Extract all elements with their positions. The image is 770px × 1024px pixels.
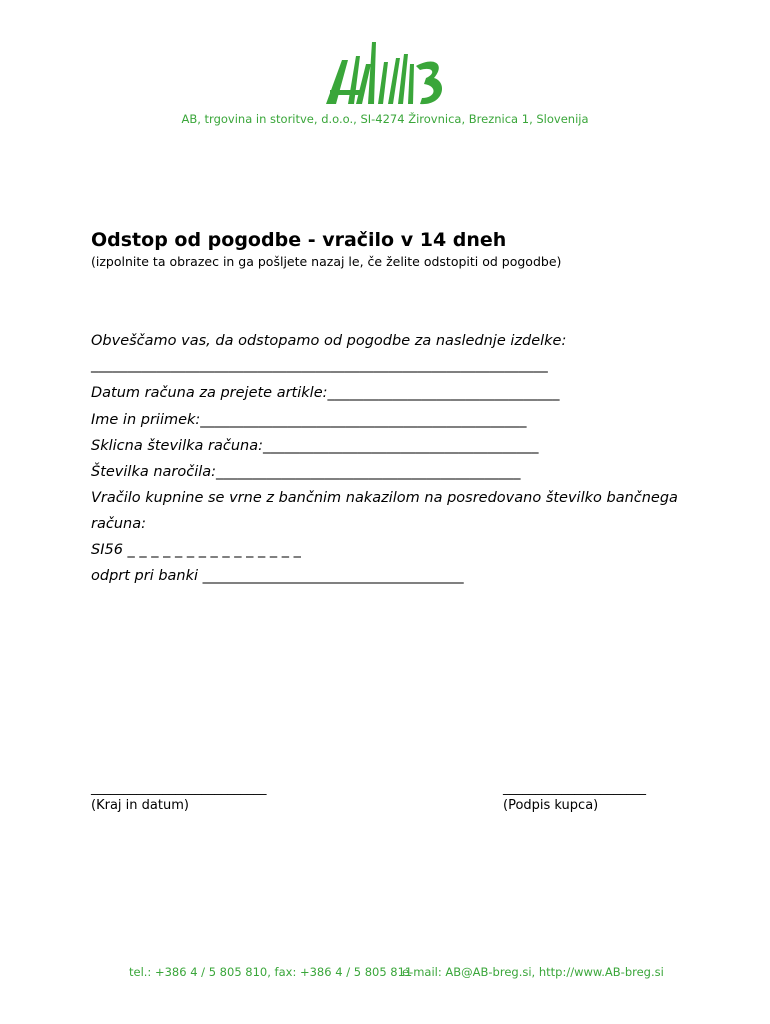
- iban-field[interactable]: SI56 _ _ _ _ _ _ _ _ _ _ _ _ _ _ _: [91, 542, 301, 558]
- invoice-date-field[interactable]: Datum računa za prejete artikle:________________________________: [91, 385, 560, 401]
- footer-contact: e-mail: AB@AB-breg.si, http://www.AB-breg.si: [402, 965, 664, 979]
- products-field[interactable]: _______________________________________________________________: [91, 357, 548, 373]
- company-address: AB, trgovina in storitve, d.o.o., SI-4274 Žirovnica, Breznica 1, Slovenija: [181, 112, 589, 126]
- place-date-signature: [91, 781, 267, 813]
- order-number-field[interactable]: Številka naročila:__________________________________________: [91, 464, 521, 480]
- buyer-signature-line[interactable]: ______________________: [503, 781, 646, 796]
- bank-field[interactable]: odprt pri banki ____________________________________: [91, 568, 464, 584]
- refund-text: Vračilo kupnine se vrne z bančnim nakazilom na posredovano številko bančnega: [91, 490, 678, 506]
- page-subtitle: (izpolnite ta obrazec in ga pošljete nazaj le, če želite odstopiti od pogodbe): [91, 254, 562, 269]
- place-date-line[interactable]: ___________________________: [91, 781, 267, 796]
- reference-number-field[interactable]: Sklicna številka računa:______________________________________: [91, 438, 539, 454]
- name-field[interactable]: Ime in priimek:_____________________________________________: [91, 412, 527, 428]
- ab-breg-grass-logo: [322, 42, 448, 110]
- place-date-label: (Kraj in datum): [91, 798, 189, 813]
- buyer-signature-label: (Podpis kupca): [503, 798, 599, 813]
- form-intro: Obveščamo vas, da odstopamo od pogodbe za naslednje izdelke:: [91, 333, 567, 349]
- buyer-signature: [503, 781, 646, 813]
- footer-phone: tel.: +386 4 / 5 805 810, fax: +386 4 / 5 805 811: [129, 965, 413, 979]
- page-title: Odstop od pogodbe - vračilo v 14 dneh: [91, 229, 507, 251]
- refund-text-cont: računa:: [91, 516, 146, 532]
